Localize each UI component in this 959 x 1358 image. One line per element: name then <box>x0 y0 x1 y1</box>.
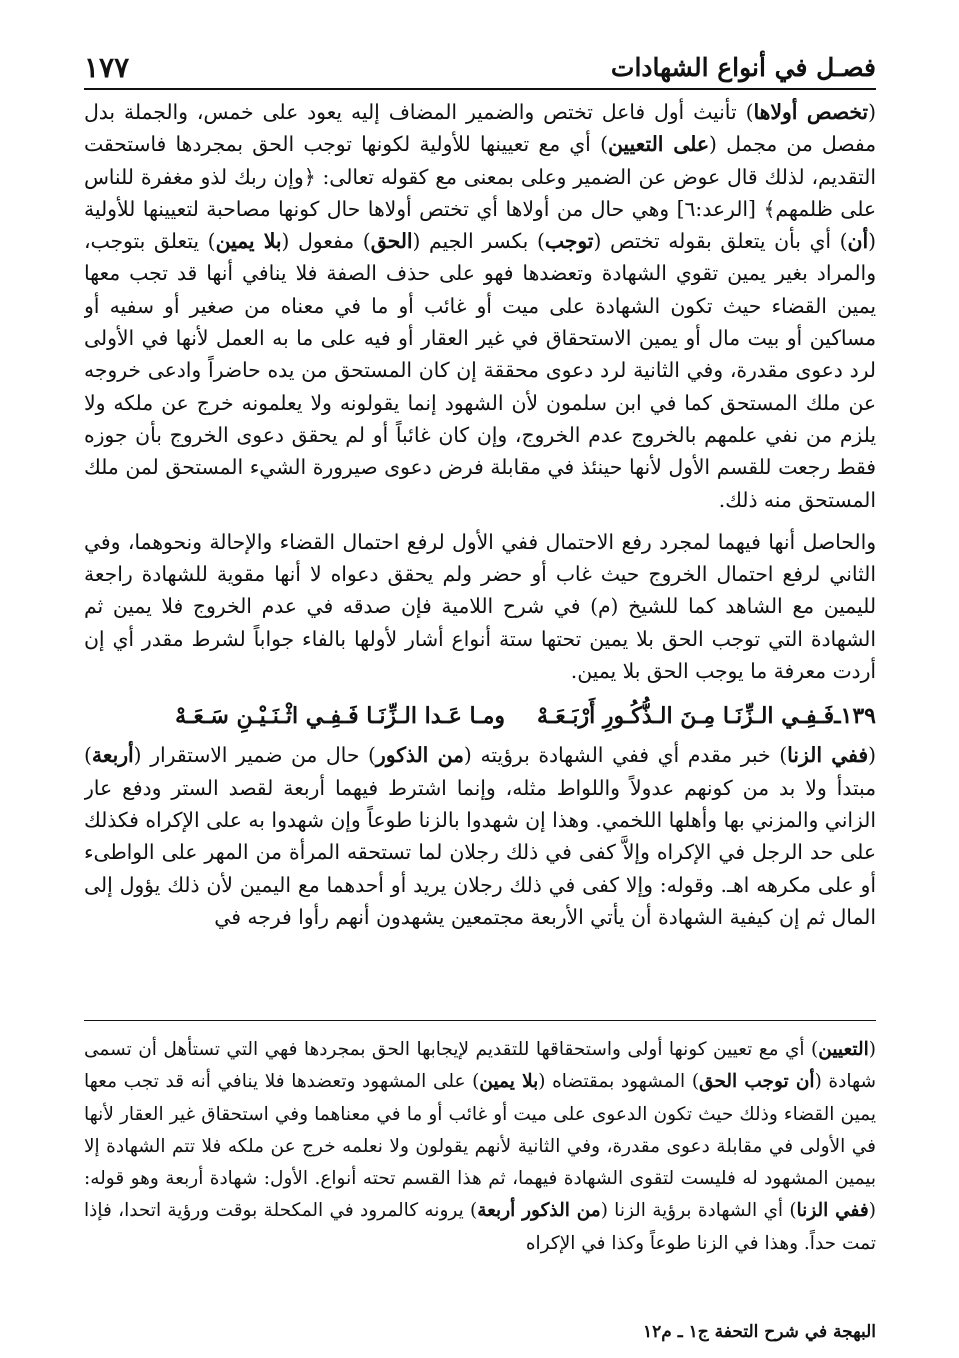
term-tujib: توجب <box>544 229 594 254</box>
term-takhtass-ulaha: تخصص أولاها <box>753 100 869 124</box>
page-header <box>84 28 876 90</box>
term-min-aldhukur: من الذكور <box>375 743 464 768</box>
commentary-paragraph-1: (تخصص أولاها) تأنيث أول فاعل تختص والضمير المضاف إليه يعود على خمس، والجملة بدل مفصل من مجمل (على التعيين) أي مع تعيينها للأولية لكونها توجب الحق بمجردها فاستحقت التقديم، لذلك قال عوض عن الضمير وعلى بمعنى مع كقوله تعالى: ﴿وإن ربك لذو مغفرة للناس على ظلمهم﴾ [الرعد:٦] وهي حال من أولاها أي تختص أولاها حال كونها مصاحبة لتعيينها للأولية (أن) أي بأن يتعلق بقوله تختص (توجب) بكسر الجيم (الحق) مفعول (بلا يمين) يتعلق بتوجب، والمراد بغير يمين تقوي الشهادة وتعضدها فهو على حذف الصفة فلا ينافي أنها قد تجب معها يمين القضاء حيث تكون الشهادة على ميت أو غائب أو ما في معناه من صغير أو سفيه أو مساكين أو بيت مال أو يمين الاستحقاق في غير العقار أو فيه على ما به العمل لأنها في الأولى لرد دعوى مقدرة، وفي الثانية لرد دعوى محققة إن كان المستحق من يده حاضراً وادعى خروجه عن ملك المستحق كما في ابن سلمون لأن الشهود إنما يقولونه ولا يعلمونه خرج عن ملكه ولا يلزم من نفي علمهم بالخروج عدم الخروج، وإن كان غائباً أو لم يحقق دعوى الخروج بأن جوزه فقط رجعت للقسم الأول لأنها حينئذ في مقابلة فرض دعوى صيرورة الشيء المستحق لمن ملك المستحق منه ذلك. <box>84 100 876 512</box>
footnote-paragraph: (التعيين) أي مع تعيين كونها أولى واستحقاقها للتقديم لإيجابها الحق بمجردها فهي التي تستأهل أن تسمى شهادة (أن توجب الحق) المشهود بمقتضاه (بلا يمين) على المشهود وتعضدها فلا ينافي أنه قد تجب معها يمين القضاء وذلك حيث تكون الدعوى على ميت أو غائب أو ما في معناهما وفي استحقاق غير العقار لأنها في الأولى في مقابلة دعوى مقدرة، وفي الثانية لأنهم يقولون ولا نعلمه خرج عن ملكه فلا تتم الشهادة إلا بيمين المشهود له فليست لتقوى الشهادة فيهما، ثم هذا القسم تحته أنواع. الأول: شهادة أربعة وهو قوله: (ففي الزنا) أي الشهادة برؤية الزنا (من الذكور أربعة) يرونه كالمرود في المكحلة بوقت ورؤية اتحدا، فإذا تمت حداً. وهذا في الزنا طوعاً وكذا في الإكراه <box>84 1039 876 1254</box>
fn-term-bila-yamin: بلا يمين <box>479 1071 539 1093</box>
verse-hemistich-1: فَـفِـي الـزِّنَـا مِـنَ الـذُّكُـورِ أَرْبَـعَـهْ <box>537 703 835 730</box>
footnote-divider <box>84 1020 876 1021</box>
term-alhaqq: الحق <box>370 229 413 254</box>
fn-term-altayin: التعيين <box>818 1039 869 1060</box>
term-an: أن <box>847 229 869 254</box>
page-signature: البهجة في شرح التحفة ج١ ـ م١٢ <box>643 1322 876 1342</box>
commentary-paragraph-2: والحاصل أنها فيهما لمجرد رفع الاحتمال ففي الأول لرفع احتمال القضاء والإحالة ونحوهما، وفي الثاني لرفع احتمال الخروج حيث غاب أو حضر ولم يحقق دعواه لا أنها مقوية للشهادة راجعة لليمين مع الشاهد كما للشيخ (م) في شرح اللامية فإن صدقه في عدم الخروج فلا يمين ثم الشهادة التي توجب الحق بلا يمين تحتها ستة أنواع أشار لأولها بالفاء جواباً لشرط مقدر أي إن أردت معرفة ما يوجب الحق بلا يمين. <box>84 529 876 684</box>
chapter-title: فصـل في أنواع الشهادات <box>610 53 876 82</box>
term-bila-yamin: بلا يمين <box>215 229 282 254</box>
footnote-section <box>84 1034 876 1320</box>
fn-term-min-aldhukur-arbaa: من الذكور أربعة <box>477 1200 601 1222</box>
fn-term-an-tujib-alhaqq: أن توجب الحق <box>699 1071 815 1093</box>
verse-hemistich-2: ومـا عَـدا الـزِّنَـا فَـفِـي اثْـنَـيْـنِ سَـعَـهْ <box>175 703 506 730</box>
page-number: ١٧٧ <box>84 51 130 84</box>
commentary-body <box>84 96 876 996</box>
fn-term-fafi-alzina: ففي الزنا <box>796 1200 869 1222</box>
term-ala-altayin: على التعيين <box>607 132 709 157</box>
term-fafi-alzina: ففي الزنا <box>787 743 869 768</box>
commentary-paragraph-3: (ففي الزنا) خبر مقدم أي ففي الشهادة برؤيته (من الذكور) حال من ضمير الاستقرار (أربعة) مبتدأ ولا بد من كونهم عدولاً واللواط مثله، وإنما اشترط فيهما أربعة لقصد الستر ودفع عار الزاني والمزني بها وأهلها اللخمي. وهذا إن شهدوا بالزنا طوعاً وإن شهدوا به على الإكراه فكذلك على حد الرجل في الإكراه وإلاَّ كفى في ذلك رجلان لما تستحقه المرأة من المهر على الواطىء أو على مكرهه اهـ. وقوله: وإلا كفى في ذلك رجلان يريد أو أحدهما مع اليمين لأن ذلك يؤول إلى المال ثم إن كيفية الشهادة أن يأتي الأربعة مجتمعين يشهدون أنهم رأوا فرجه في <box>84 743 876 929</box>
verse-number: ١٣٩ـ <box>834 703 876 730</box>
verse-139 <box>84 699 876 733</box>
term-arbaa: أربعة <box>91 743 134 768</box>
